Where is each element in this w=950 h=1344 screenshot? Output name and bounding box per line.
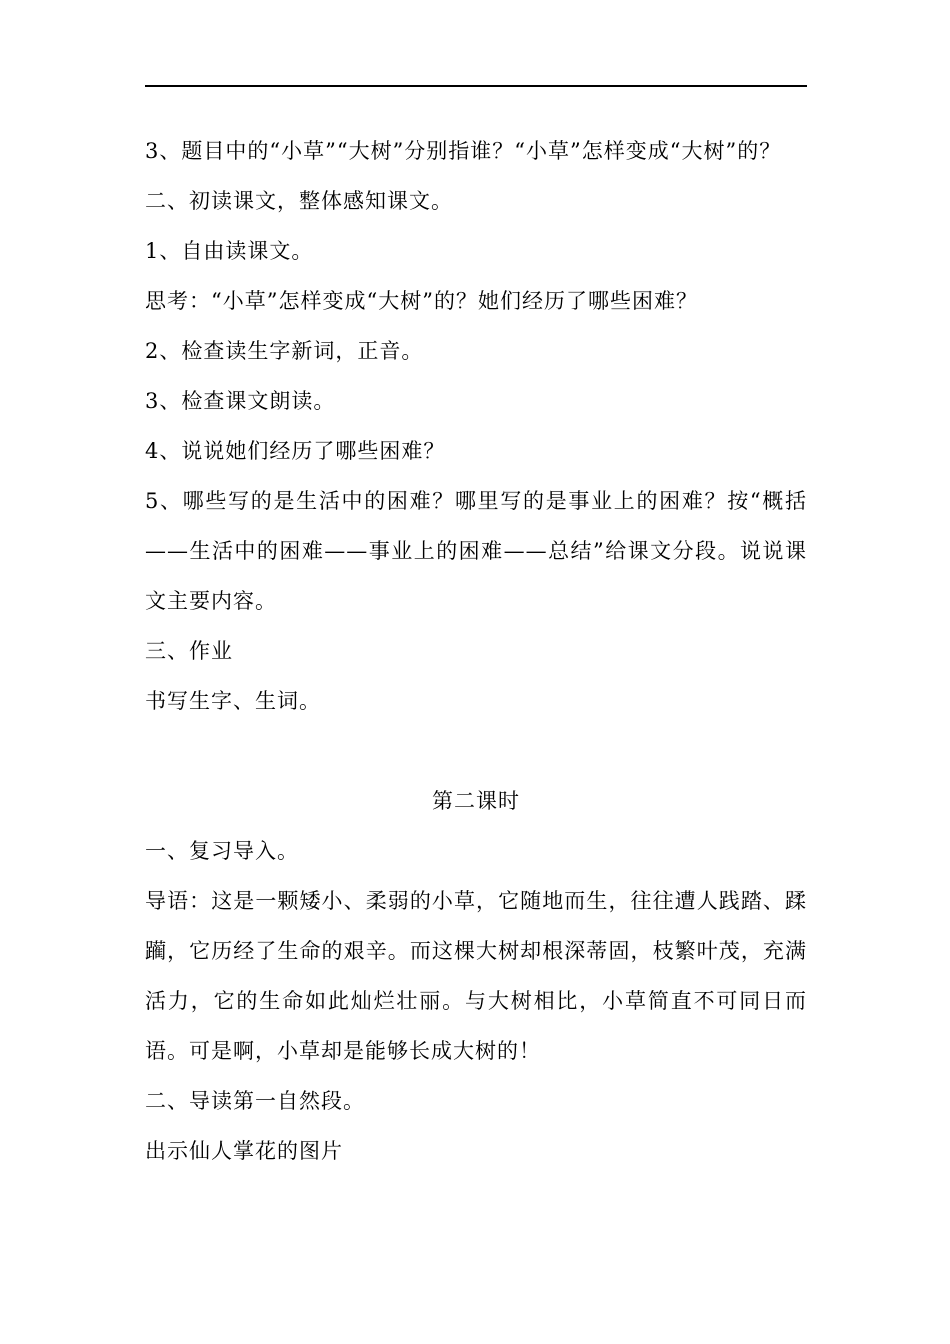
header-rule [145,85,807,87]
section-heading-first-reading: 二、初读课文，整体感知课文。 [145,189,453,213]
document-body [145,126,807,1176]
step-free-reading: 1、自由读课文。 [145,239,314,263]
lesson-2-title: 第二课时 [432,789,520,813]
step-divide-paragraphs: 5、哪些写的是生活中的困难？哪里写的是事业上的困难？按“概括——生活中的困难——事业上的困难——总结”给课文分段。说说课文主要内容。 [145,489,807,613]
document-page [145,0,807,1344]
section-heading-review: 一、复习导入。 [145,839,299,863]
section-heading-homework: 三、作业 [145,639,233,663]
step-discuss-difficulties: 4、说说她们经历了哪些困难？ [145,439,446,463]
question-3-paragraph: 3、题目中的“小草”“大树”分别指谁？“小草”怎样变成“大树”的？ [145,139,782,163]
show-cactus-picture: 出示仙人掌花的图片 [145,1139,343,1163]
intro-paragraph: 导语：这是一颗矮小、柔弱的小草，它随地而生，往往遭人践踏、蹂躏，它历经了生命的艰辛。而这棵大树却根深蒂固，枝繁叶茂，充满活力，它的生命如此灿烂壮丽。与大树相比，小草简直不可同日而语。可是啊，小草却是能够长成大树的！ [145,889,807,1063]
blank-line [145,726,807,776]
section-heading-paragraph-one: 二、导读第一自然段。 [145,1089,365,1113]
step-check-new-words: 2、检查读生字新词，正音。 [145,339,424,363]
homework-text: 书写生字、生词。 [145,689,321,713]
thinking-prompt: 思考：“小草”怎样变成“大树”的？她们经历了哪些困难？ [145,289,698,313]
step-check-reading-aloud: 3、检查课文朗读。 [145,389,336,413]
